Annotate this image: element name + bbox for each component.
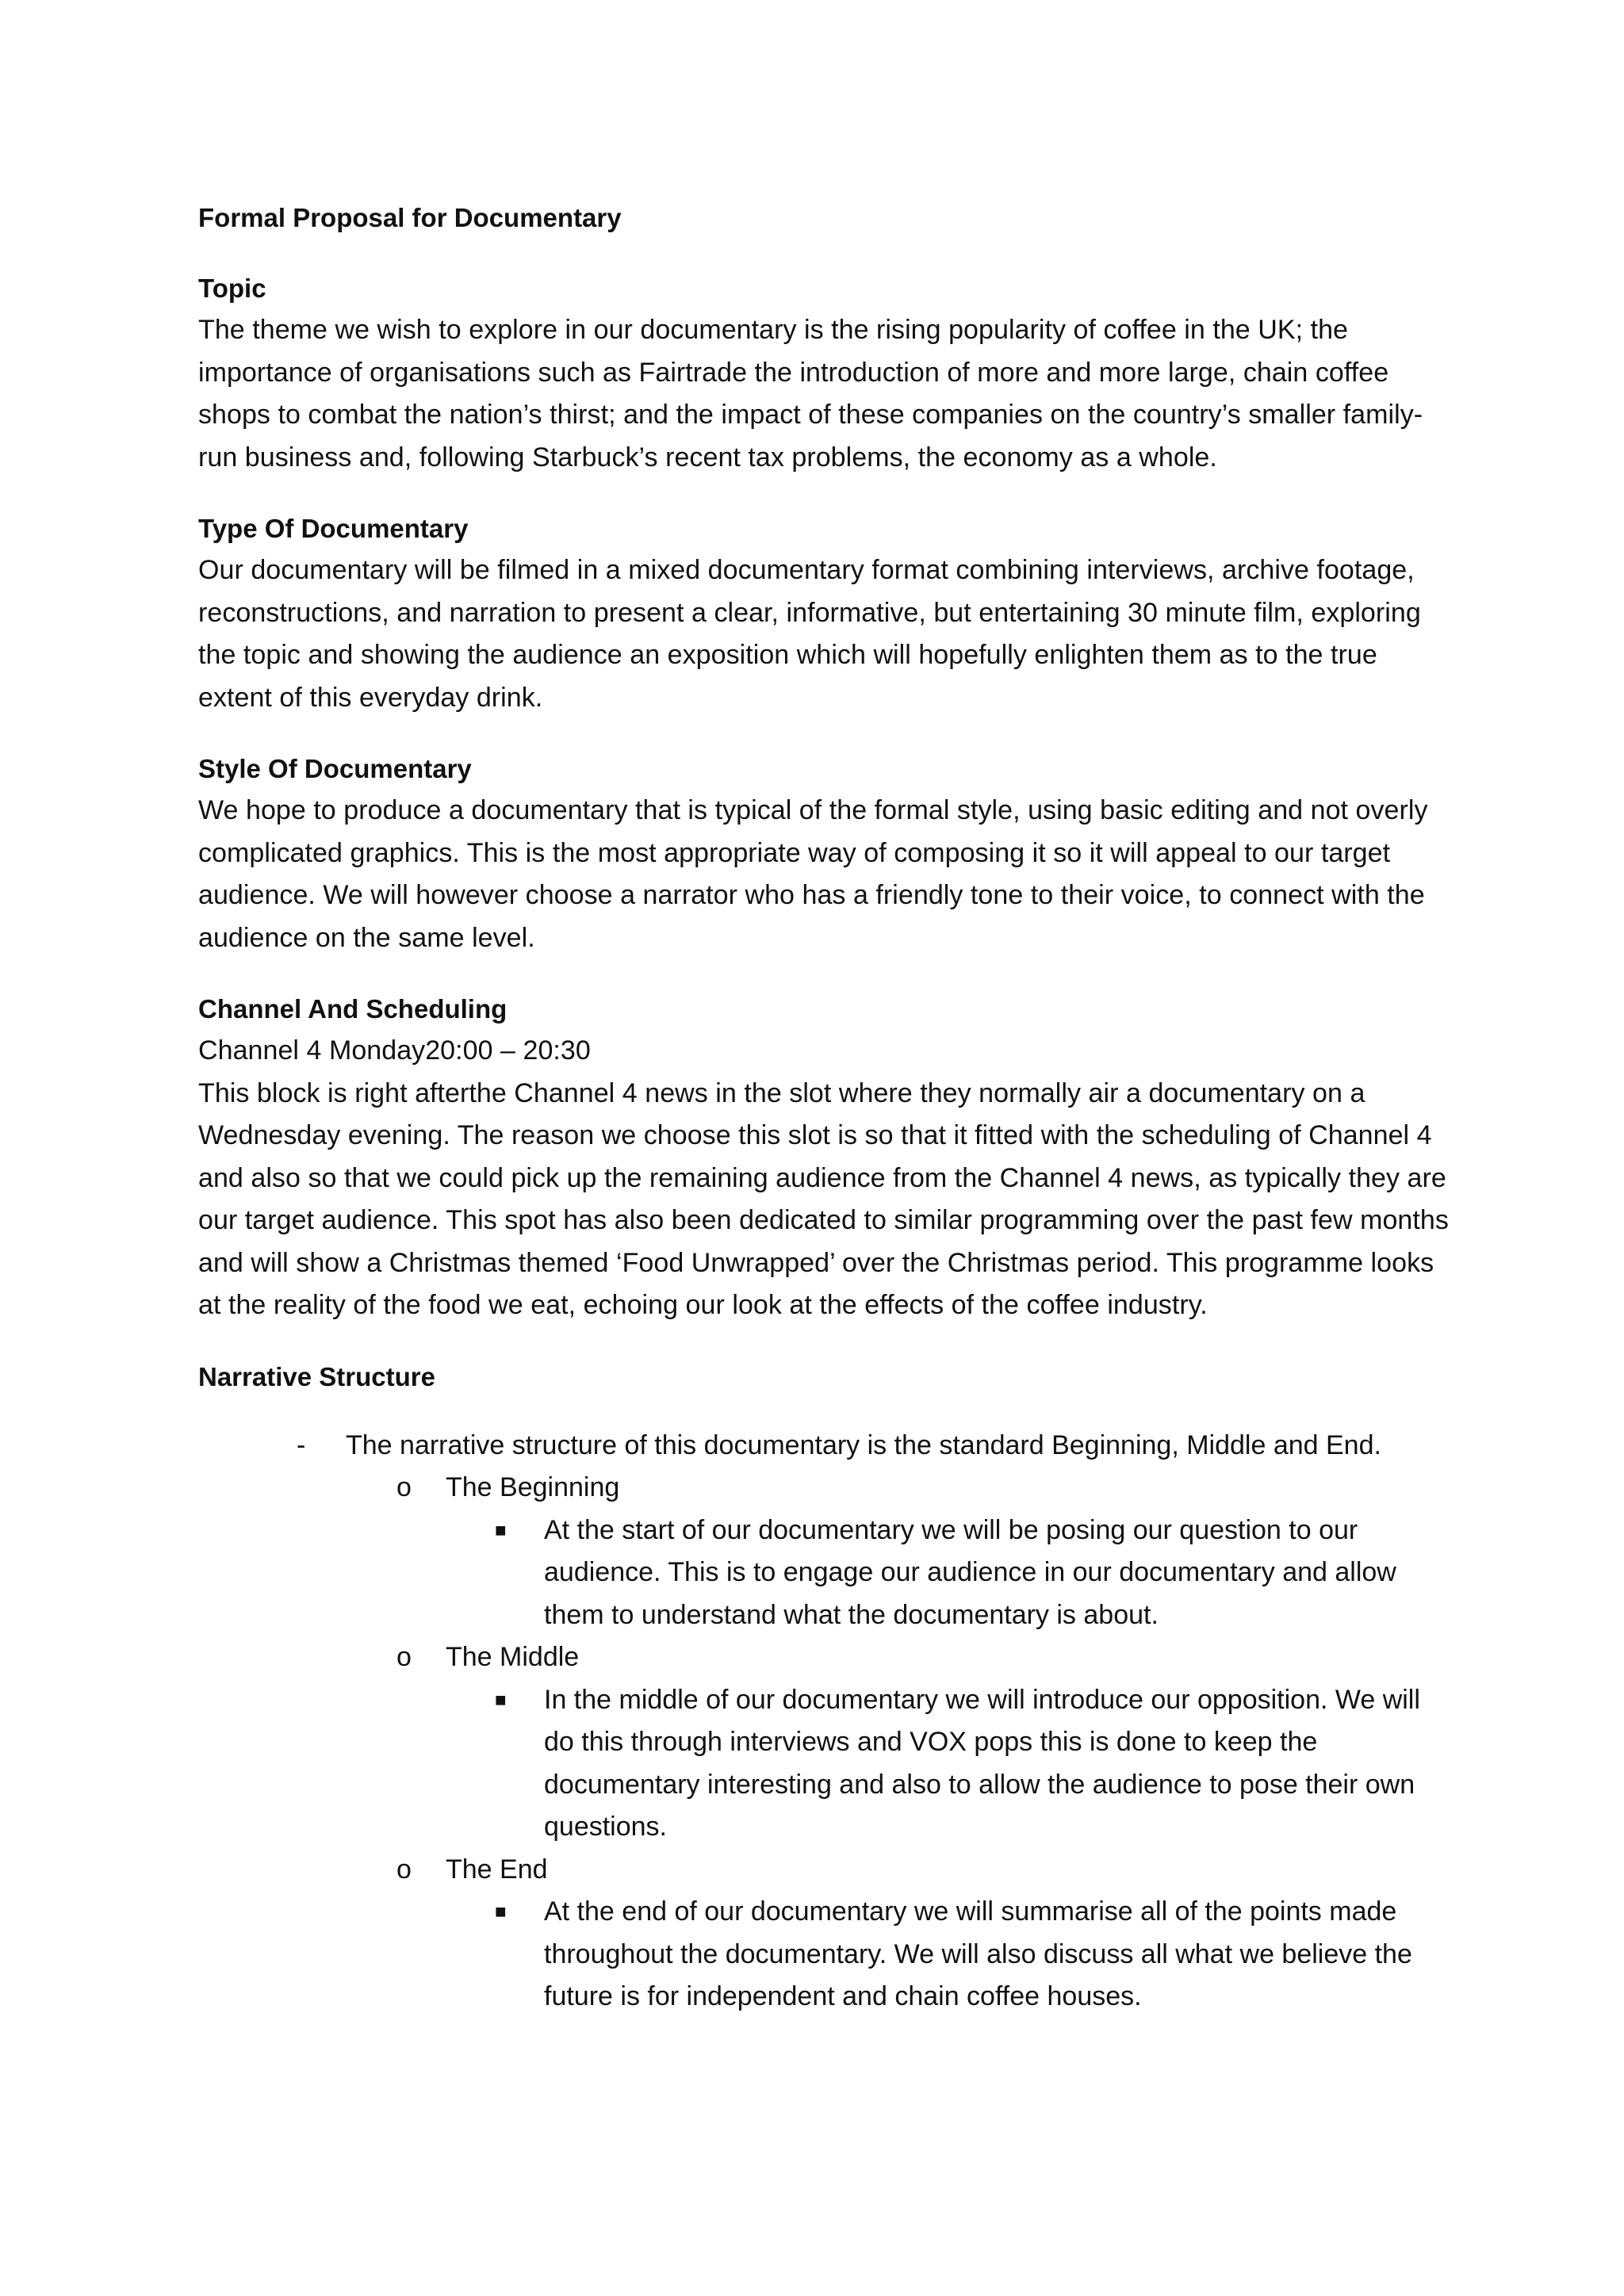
square-bullet-icon: ■	[495, 1519, 507, 1541]
section-type	[198, 507, 1451, 719]
list-item	[198, 1467, 1451, 1510]
list-item-text: In the middle of our documentary we will introduce our opposition. We will do this through interviews and VOX pops this is done to keep the documentary interesting and also to allow the audience to pose their own questions.	[544, 1684, 1420, 1842]
section-narrative	[198, 1356, 1451, 2019]
list-item	[198, 1425, 1451, 1468]
circle-bullet-icon: o	[396, 1642, 412, 1672]
section-topic	[198, 267, 1451, 479]
document-page	[198, 197, 1451, 2047]
circle-bullet-icon: o	[396, 1472, 412, 1502]
list-item-label: The End	[446, 1854, 548, 1885]
section-heading-channel: Channel And Scheduling	[198, 994, 508, 1024]
square-bullet-icon: ■	[495, 1901, 507, 1923]
section-heading-narrative: Narrative Structure	[198, 1361, 435, 1391]
section-heading-topic: Topic	[198, 274, 266, 303]
list-item	[198, 1849, 1451, 1892]
section-heading-type: Type Of Documentary	[198, 514, 469, 543]
section-style	[198, 748, 1451, 959]
section-text-channel: This block is right afterthe Channel 4 news in the slot where they normally air a documentary on a Wednesday evening. The reason we choose this slot is so that it fitted with the scheduling of Channel 4 and also so that we could pick up the remaining audience from the Channel 4 news, as typically they are our target audience. This spot has also been dedicated to similar programming over the past few months and will show a Christmas themed ‘Food Unwrapped’ over the Christmas period. This programme looks at the reality of the food we eat, echoing our look at the effects of the coffee industry.	[198, 1077, 1449, 1320]
section-text-type: Our documentary will be filmed in a mixed documentary format combining interviews, archive footage, reconstructions, and narration to present a clear, informative, but entertaining 30 minute film, exploring the topic and showing the audience an exposition which will hopefully enlighten them as to the true extent of this everyday drink.	[198, 555, 1421, 713]
dash-bullet-icon: -	[297, 1429, 306, 1460]
list-item	[198, 1679, 1456, 1849]
list-item-label: The Beginning	[446, 1472, 620, 1502]
list-item	[198, 1636, 1451, 1679]
list-item-label: The Middle	[446, 1642, 580, 1672]
section-text-topic: The theme we wish to explore in our documentary is the rising popularity of coffee in the UK; the importance of organisations such as Fairtrade the introduction of more and more large, chain coffee shops to combat the nation’s thirst; and the impact of these companies on the country’s smaller family-run business and, following Starbuck’s recent tax problems, the economy as a whole.	[198, 315, 1423, 473]
square-bullet-icon: ■	[495, 1689, 507, 1711]
section-channel	[198, 988, 1451, 1327]
section-heading-style: Style Of Documentary	[198, 754, 472, 783]
section-text-style: We hope to produce a documentary that is typical of the formal style, using basic editing and not overly complicated graphics. This is the most appropriate way of composing it so it will appeal to our target audience. We will however choose a narrator who has a friendly tone to their voice, to connect with the audience on the same level.	[198, 795, 1428, 953]
document-title: Formal Proposal for Documentary	[198, 203, 622, 232]
circle-bullet-icon: o	[396, 1854, 412, 1885]
list-item-text: At the end of our documentary we will summarise all of the points made throughout the documentary. We will also discuss all what we believe the future is for independent and chain coffee houses.	[544, 1896, 1412, 2011]
list-item	[198, 1891, 1456, 2019]
list-item	[198, 1510, 1456, 1637]
list-item-text: At the start of our documentary we will be posing our question to our audience. This is to engage our audience in our documentary and allow them to understand what the documentary is about.	[544, 1514, 1396, 1630]
narrative-list	[198, 1425, 1451, 2019]
list-item-text: The narrative structure of this documentary is the standard Beginning, Middle and End.	[346, 1429, 1381, 1460]
schedule-slot: Channel 4 Monday20:00 – 20:30	[198, 1035, 591, 1066]
